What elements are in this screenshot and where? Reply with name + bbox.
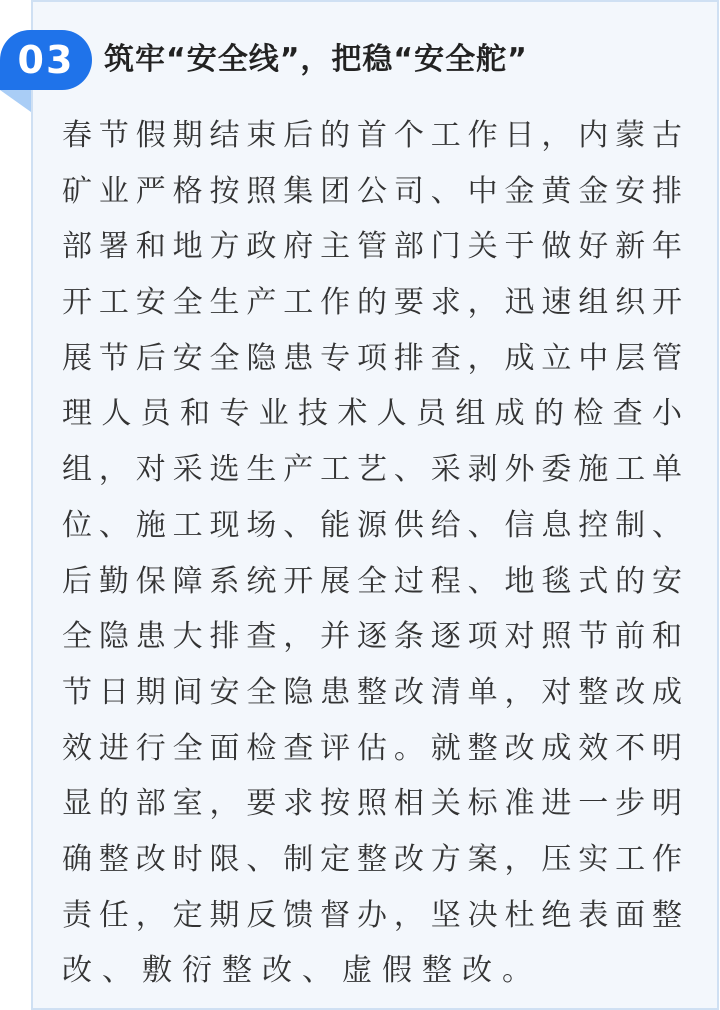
paragraph-line: 春节假期结束后的首个工作日，内蒙古 (62, 118, 682, 153)
paragraph-line: 效进行全面检查评估。就整改成效不明 (62, 730, 682, 766)
badge-fold-decoration (0, 90, 31, 112)
paragraph-line: 责任，定期反馈督办，坚决杜绝表面整 (62, 897, 682, 933)
paragraph-line: 部署和地方政府主管部门关于做好新年 (62, 229, 682, 265)
paragraph-line: 显的部室，要求按照相关标准进一步明 (62, 786, 682, 822)
paragraph-line: 开工安全生产工作的要求，迅速组织开 (62, 285, 682, 321)
paragraph-line: 展节后安全隐患专项排查，成立中层管 (62, 340, 682, 376)
paragraph-line: 确整改时限、制定整改方案，压实工作 (62, 841, 682, 877)
paragraph-line: 组，对采选生产工艺、采剥外委施工单 (62, 452, 682, 488)
section-title: 筑牢“安全线”，把稳“安全舵” (104, 42, 528, 77)
paragraph-line: 全隐患大排查，并逐条逐项对照节前和 (62, 619, 682, 655)
section-number: 03 (17, 38, 75, 82)
paragraph-line: 矿业严格按照集团公司、中金黄金安排 (62, 173, 682, 209)
paragraph-line: 后勤保障系统开展全过程、地毯式的安 (62, 563, 682, 599)
paragraph-line: 理人员和专业技术人员组成的检查小 (62, 396, 682, 432)
article-paragraph (62, 108, 682, 999)
paragraph-line: 位、施工现场、能源供给、信息控制、 (62, 507, 682, 543)
paragraph-line: 节日期间安全隐患整改清单，对整改成 (62, 674, 682, 710)
paragraph-line: 改、敷衍整改、虚假整改。 (62, 953, 542, 989)
